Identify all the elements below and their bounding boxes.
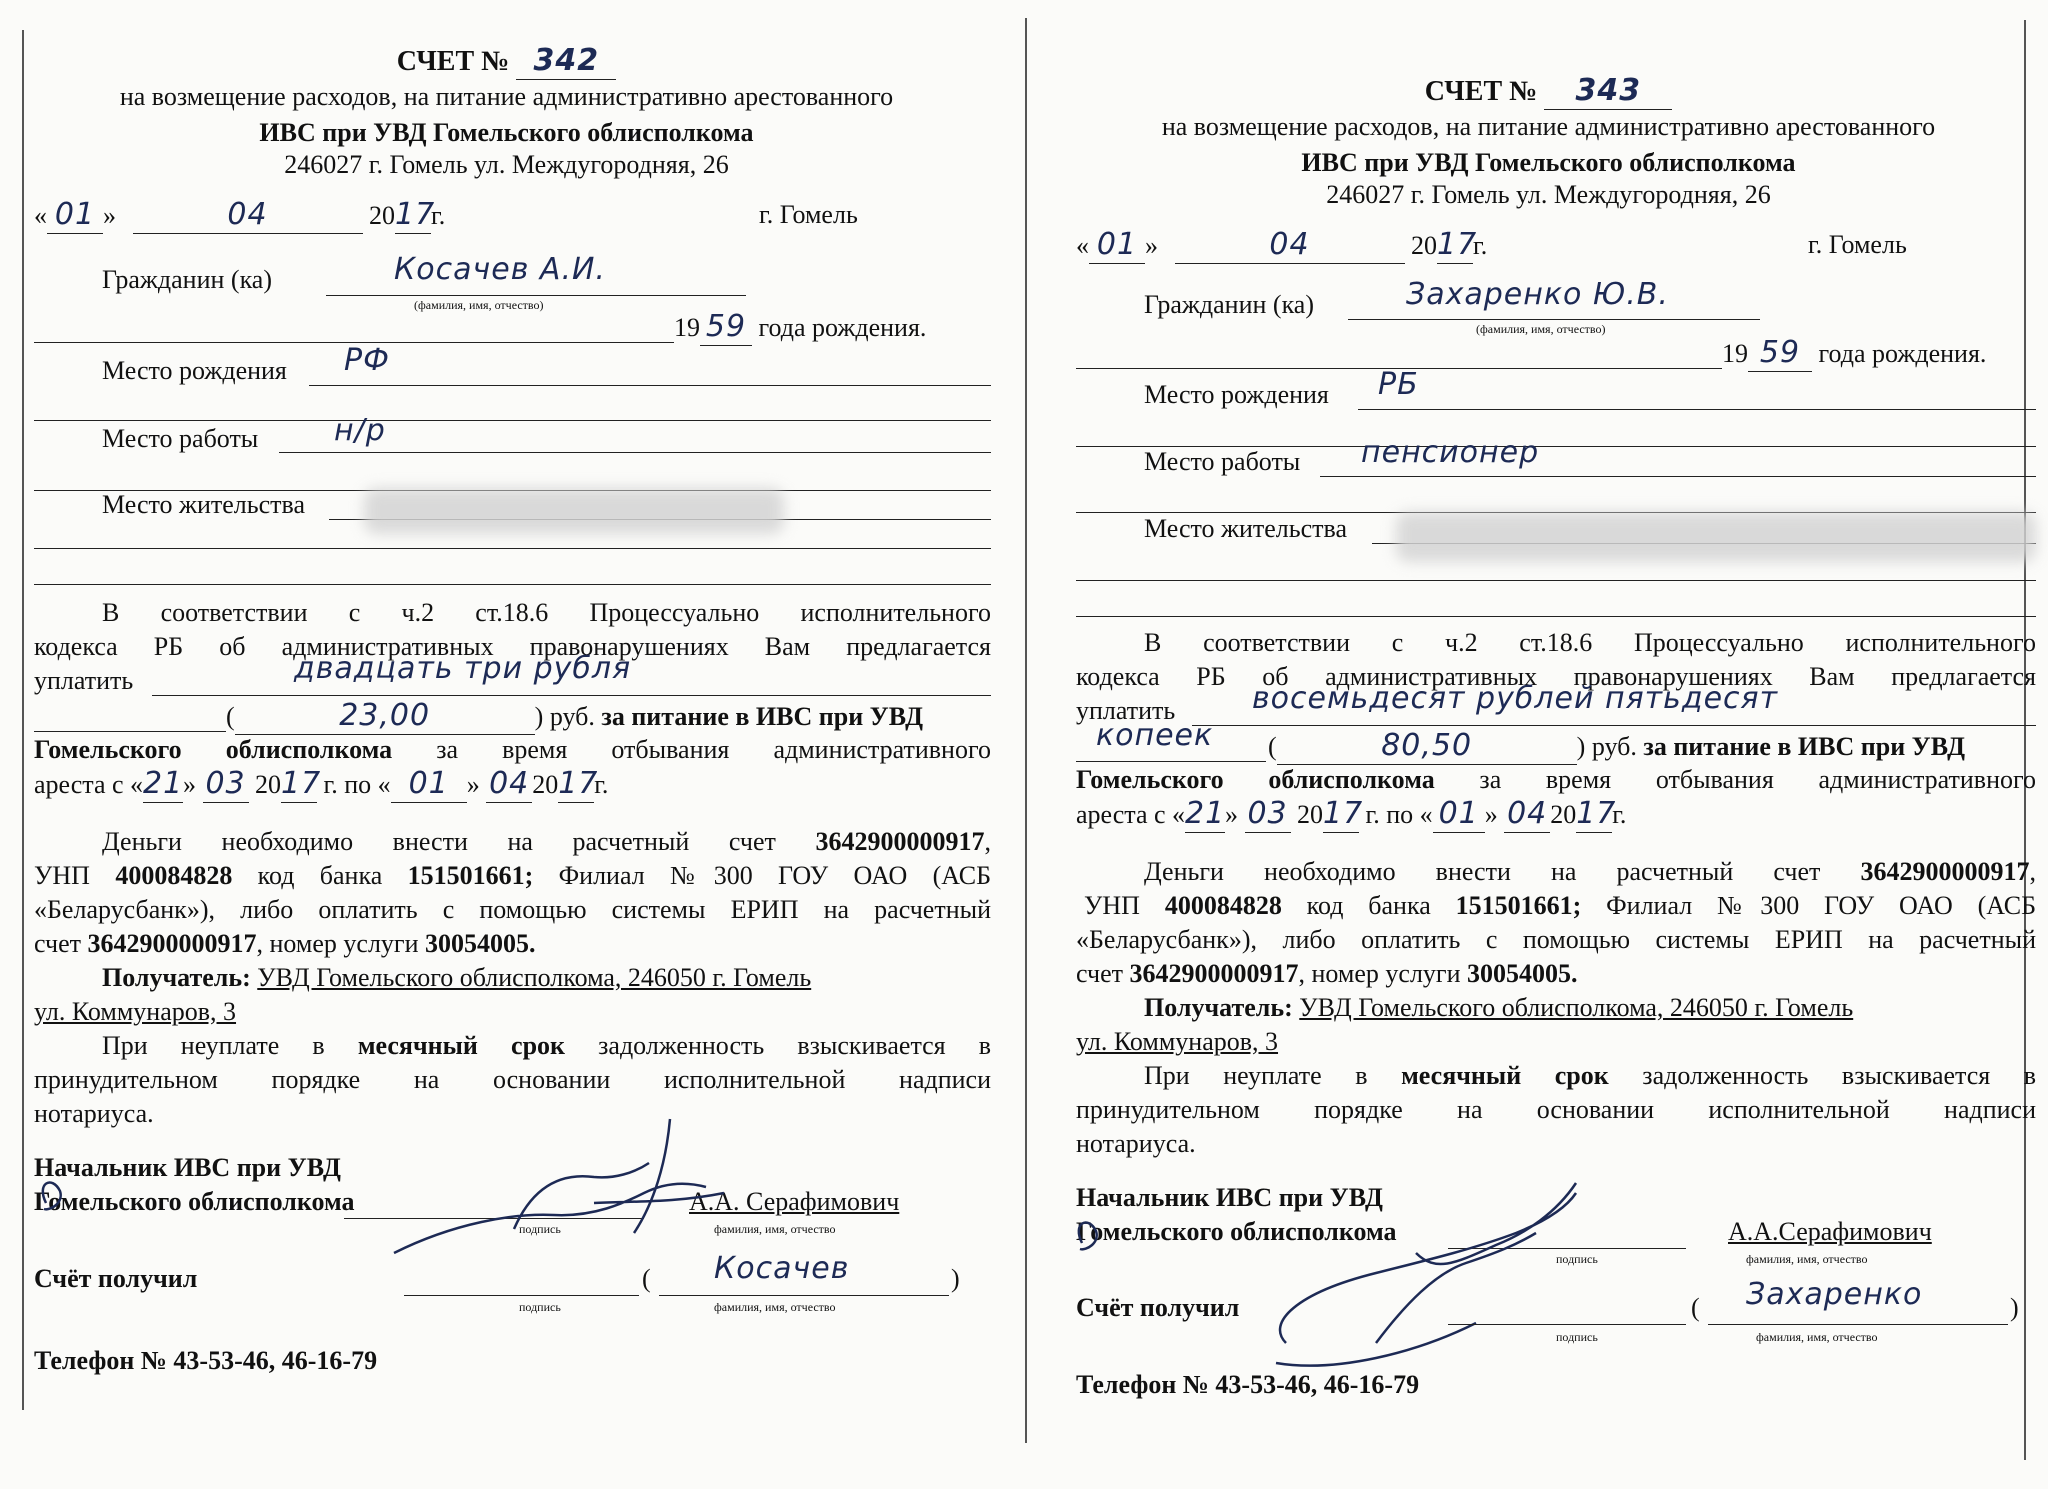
date-line: « 01 » 04 2017г. (34, 197, 446, 232)
signature-caption: подпись (1556, 1252, 1598, 1266)
from-day: 21 (1185, 796, 1226, 831)
birth-year-line: 19 59 года рождения. (674, 309, 927, 344)
para3-line3: нотариуса. (34, 1099, 154, 1128)
birthplace-label: Место рождения (1144, 380, 1329, 409)
to-month: 04 (1507, 796, 1548, 831)
left-margin-line (22, 30, 24, 1410)
to-year: 17 (1576, 796, 1617, 831)
to-month: 04 (489, 766, 530, 801)
period-line: Гомельского облисполкома за время отбывания административного (1076, 765, 2037, 794)
para2-line3: «Беларусбанк»), либо оплатить с помощью системы ЕРИП на расчетный (1076, 925, 2036, 954)
work-value: н/р (334, 413, 386, 448)
residence-redacted (364, 488, 784, 534)
from-month: 03 (205, 766, 246, 801)
amount-words: двадцать три рубля (294, 651, 632, 686)
invoice-title: СЧЕТ № 342 (34, 44, 979, 80)
city: г. Гомель (759, 200, 858, 229)
signature-caption: подпись (519, 1222, 561, 1236)
receiver-paren-open: ( (1691, 1293, 1700, 1322)
fio-caption: (фамилия, имя, отчество) (414, 298, 544, 312)
receiver-name: Захаренко (1746, 1277, 1923, 1312)
work-value: пенсионер (1361, 435, 1540, 470)
invoice-number: 343 (1575, 73, 1642, 108)
date-year: 17 (395, 197, 436, 232)
head-label1: Начальник ИВС при УВД (34, 1153, 341, 1182)
date-month: 04 (227, 197, 268, 232)
receiver-paren-close: ) (951, 1264, 960, 1293)
from-year: 17 (281, 766, 322, 801)
birth-year: 59 (1759, 335, 1801, 370)
from-month: 03 (1247, 796, 1288, 831)
arrest-dates: ареста с «21» 03 2017 г. по « 01 » 04 2017г. (34, 766, 609, 801)
residence-redacted (1396, 512, 2036, 562)
work-label: Место работы (1144, 447, 1301, 476)
to-day: 01 (1438, 796, 1479, 831)
amount-words: восемьдесят рублей пятьдесят (1252, 681, 1779, 716)
para3-line3: нотариуса. (1076, 1129, 1196, 1158)
signature-caption-2: подпись (519, 1300, 561, 1314)
para2-line4: счет 3642900000917, номер услуги 30054005. (1076, 959, 1578, 988)
amount-value: 80,50 (1381, 728, 1473, 763)
para3-line2: принудительном порядке на основании исполнительной надписи (34, 1065, 991, 1094)
date-day: 01 (1096, 227, 1138, 262)
recipient-line2: ул. Коммунаров, 3 (1076, 1027, 1279, 1056)
name-caption: фамилия, имя, отчество (1746, 1252, 1868, 1266)
invoice-number: 342 (533, 43, 600, 78)
para2-line4: счет 3642900000917, номер услуги 30054005. (34, 929, 536, 958)
para2-line2: УНП 400084828 код банка 151501661; Филиал №300 ГОУ ОАО (АСБ (34, 861, 991, 890)
work-label: Место работы (102, 424, 259, 453)
birth-year-line: 19 59 года рождения. (1722, 335, 1987, 370)
pay-label: уплатить (1076, 696, 1176, 725)
citizen-name: Захаренко Ю.В. (1406, 277, 1669, 312)
org-address: 246027 г. Гомель ул. Междугородняя, 26 (1326, 180, 1771, 209)
amount-line: ( 80,50 ) руб. за питание в ИВС при УВД (1268, 728, 1965, 763)
to-year: 17 (558, 766, 599, 801)
city: г. Гомель (1808, 230, 1907, 259)
residence-label: Место жительства (102, 490, 306, 519)
date-line: « 01 » 04 2017г. (1076, 227, 1488, 262)
center-fold-line (1025, 18, 1027, 1443)
name-caption-2: фамилия, имя, отчество (1756, 1330, 1878, 1344)
receiver-paren-close: ) (2010, 1293, 2019, 1322)
receiver-paren-open: ( (642, 1264, 651, 1293)
recipient-line1: Получатель: УВД Гомельского облисполкома, 246050 г. Гомель (102, 963, 812, 992)
invoice-subtitle: на возмещение расходов, на питание административно арестованного (119, 82, 894, 111)
amount-value: 23,00 (339, 698, 431, 733)
invoice-342 (34, 38, 992, 1398)
name-caption: фамилия, имя, отчество (714, 1222, 836, 1236)
citizen-label: Гражданин (ка) (1144, 290, 1315, 319)
name-caption-2: фамилия, имя, отчество (714, 1300, 836, 1314)
receiver-name: Косачев (714, 1251, 850, 1286)
citizen-name: Косачев А.И. (394, 252, 606, 287)
right-margin-line (2024, 20, 2026, 1460)
date-month: 04 (1269, 227, 1310, 262)
para2-line2: УНП 400084828 код банка 151501661; Филиал №300 ГОУ ОАО (АСБ (1084, 891, 2036, 920)
head-name: А.А. Серафимович (689, 1187, 900, 1216)
to-day: 01 (408, 766, 449, 801)
date-year: 17 (1437, 227, 1478, 262)
birth-year: 59 (705, 309, 747, 344)
recipient-line2: ул. Коммунаров, 3 (34, 997, 237, 1026)
arrest-dates: ареста с «21» 03 2017 г. по « 01 » 04 2017г. (1076, 796, 1627, 831)
org-name: ИВС при УВД Гомельского облисполкома (1301, 148, 1796, 177)
para2-line1: Деньги необходимо внести на расчетный счет 3642900000917, (102, 827, 991, 856)
head-name: А.А.Серафимович (1728, 1217, 1932, 1246)
head-label2: Гомельского облисполкома (34, 1187, 355, 1216)
birthplace-value: РФ (344, 343, 390, 378)
head-signature (34, 1113, 734, 1263)
head-label2: Гомельского облисполкома (1076, 1217, 1397, 1246)
date-day: 01 (54, 197, 96, 232)
para1-line2: кодекса РБ об административных правонарушениях Вам предлагается (34, 632, 991, 661)
period-line: Гомельского облисполкома за время отбывания административного (34, 735, 991, 764)
from-year: 17 (1323, 796, 1364, 831)
para3-line1: При неуплате в месячный срок задолженность взыскивается в (102, 1031, 992, 1060)
pay-label: уплатить (34, 666, 134, 695)
recipient-line1: Получатель: УВД Гомельского облисполкома, 246050 г. Гомель (1144, 993, 1854, 1022)
from-day: 21 (143, 766, 184, 801)
para1-line1: В соответствии с ч.2 ст.18.6 Процессуально исполнительного (1144, 628, 2036, 657)
org-address: 246027 г. Гомель ул. Междугородняя, 26 (284, 150, 729, 179)
citizen-label: Гражданин (ка) (102, 265, 273, 294)
para1-line2: кодекса РБ об административных правонарушениях Вам предлагается (1076, 662, 2036, 691)
org-name: ИВС при УВД Гомельского облисполкома (259, 118, 754, 147)
phone: Телефон № 43-53-46, 46-16-79 (34, 1346, 378, 1375)
received-label: Счёт получил (1076, 1293, 1240, 1322)
para1-line1: В соответствии с ч.2 ст.18.6 Процессуально исполнительного (102, 598, 991, 627)
invoice-title: СЧЕТ № 343 (1076, 74, 2021, 110)
invoice-343 (1076, 68, 2037, 1428)
para3-line2: принудительном порядке на основании исполнительной надписи (1076, 1095, 2036, 1124)
para2-line1: Деньги необходимо внести на расчетный счет 3642900000917, (1144, 857, 2036, 886)
head-label1: Начальник ИВС при УВД (1076, 1183, 1383, 1212)
birthplace-value: РБ (1378, 367, 1419, 402)
birthplace-label: Место рождения (102, 356, 287, 385)
head-signature (1076, 1153, 1776, 1383)
invoice-subtitle: на возмещение расходов, на питание административно арестованного (1161, 112, 1936, 141)
amount-words-2: копеек (1096, 718, 1214, 753)
fio-caption: (фамилия, имя, отчество) (1476, 322, 1606, 336)
signature-caption-2: подпись (1556, 1330, 1598, 1344)
phone: Телефон № 43-53-46, 46-16-79 (1076, 1370, 1420, 1399)
amount-line: ( 23,00 ) руб. за питание в ИВС при УВД (226, 698, 923, 733)
para2-line3: «Беларусбанк»), либо оплатить с помощью системы ЕРИП на расчетный (34, 895, 991, 924)
residence-label: Место жительства (1144, 514, 1348, 543)
para3-line1: При неуплате в месячный срок задолженность взыскивается в (1144, 1061, 2037, 1090)
received-label: Счёт получил (34, 1264, 198, 1293)
